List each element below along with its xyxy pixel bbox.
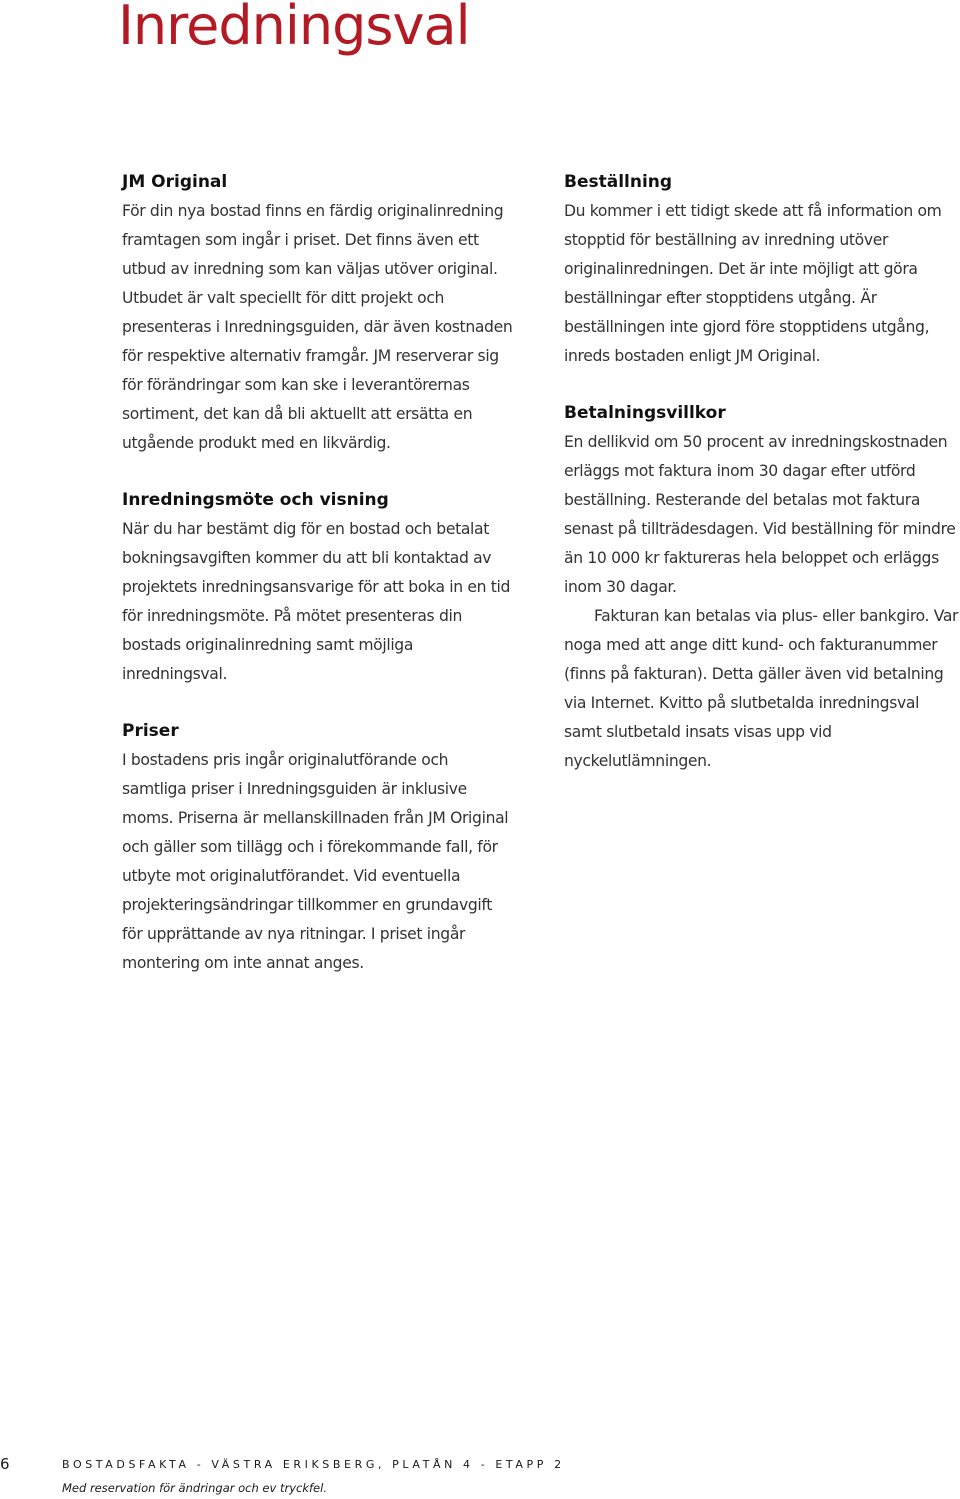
section-bestallning	[564, 168, 959, 371]
page-title: Inredningsval	[118, 0, 470, 57]
footer-title: BOSTADSFAKTA - VÄSTRA ERIKSBERG, PLATÅN 4 - ETAPP 2	[62, 1458, 565, 1471]
section-paragraph: När du har bestämt dig för en bostad och betalat bokningsavgiften kommer du att bli kontaktad av projektets inredningsansvarige för att boka in en tid för inredningsmöte. På mötet presenteras din bostads originalinredning samt möjliga inredningsval.	[122, 520, 511, 683]
section-betalningsvillkor	[564, 399, 959, 776]
page-number: 6	[0, 1455, 10, 1473]
section-paragraph: För din nya bostad finns en färdig originalinredning framtagen som ingår i priset. Det finns även ett utbud av inredning som kan väljas utöver original. Utbudet är valt speciellt för ditt projekt och presenteras i Inredningsguiden, där även kostnaden för respektive alternativ framgår. JM reserverar sig för förändringar som kan ske i leverantörernas sortiment, det kan då bli aktuellt att ersätta en utgående produkt med en likvärdig.	[122, 202, 513, 452]
section-heading: Beställning	[564, 172, 673, 192]
section-jm-original	[122, 168, 517, 458]
section-heading: JM Original	[122, 172, 228, 192]
section-paragraph: En dellikvid om 50 procent av inredningskostnaden erläggs mot faktura inom 30 dagar efter utförd beställning. Resterande del betalas mot faktura senast på tillträdesdagen. Vid beställning för mindre än 10 000 kr faktureras hela beloppet och erläggs inom 30 dagar.	[564, 433, 956, 596]
section-paragraph: Du kommer i ett tidigt skede att få information om stopptid för beställning av inredning utöver originalinredningen. Det är inte möjligt att göra beställningar efter stopptidens utgång. Är beställningen inte gjord före stopptidens utgång, inreds bostaden enligt JM Original.	[564, 202, 942, 365]
section-heading: Betalningsvillkor	[564, 403, 726, 423]
footer-note: Med reservation för ändringar och ev tryckfel.	[62, 1481, 327, 1495]
section-paragraph: Fakturan kan betalas via plus- eller bankgiro. Var noga med att ange ditt kund- och fakturanummer (finns på fakturan). Detta gäller även vid betalning via Internet. Kvitto på slutbetalda inredningsval samt slutbetald insats visas upp vid nyckelutlämningen.	[564, 607, 959, 770]
section-inredningsmote	[122, 486, 517, 689]
right-column	[564, 168, 959, 804]
left-column	[122, 168, 517, 1006]
section-paragraph: I bostadens pris ingår originalutförande och samtliga priser i Inredningsguiden är inklusive moms. Priserna är mellanskillnaden från JM Original och gäller som tillägg och i förekommande fall, för utbyte mot originalutförandet. Vid eventuella projekteringsändringar tillkommer en grundavgift för upprättande av nya ritningar. I priset ingår montering om inte annat anges.	[122, 751, 509, 972]
section-heading: Priser	[122, 721, 179, 741]
section-heading: Inredningsmöte och visning	[122, 490, 389, 510]
section-priser	[122, 717, 517, 978]
